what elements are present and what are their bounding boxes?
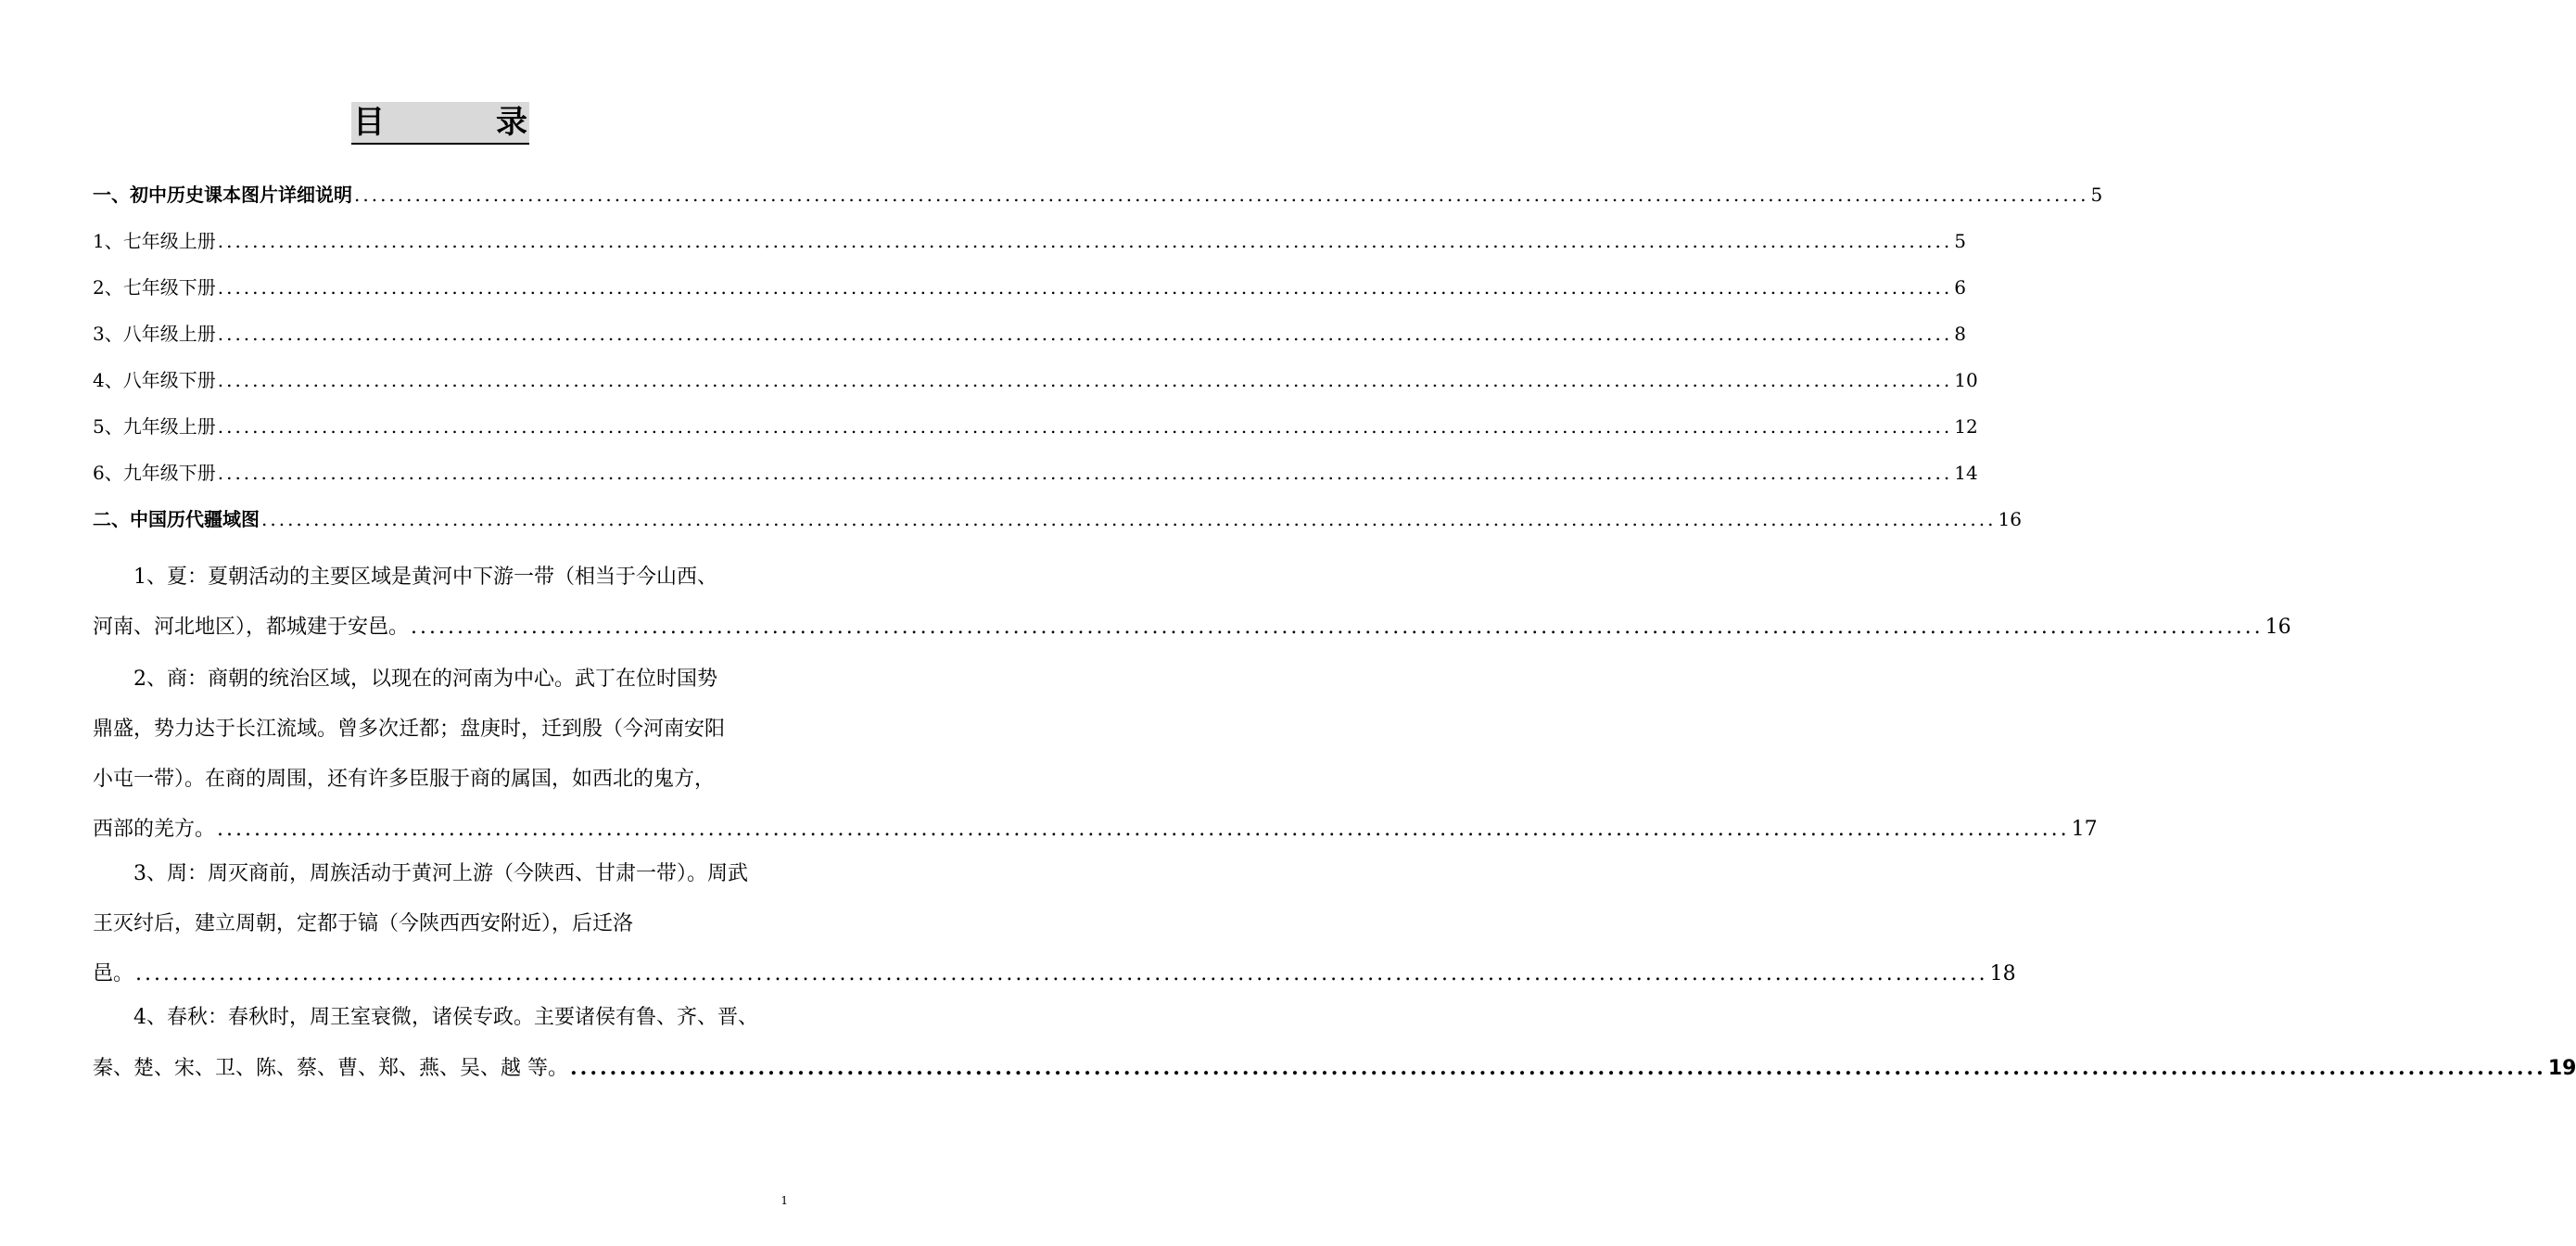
toc-entry-line [93,603,2291,653]
toc-entry-text: 2、商：商朝的统治区域，以现在的河南为中心。武丁在位时国势 [133,668,717,691]
toc-line[interactable] [93,176,2103,208]
dot-leader: ........................................................................................................................................................................................................ [217,369,1953,391]
dot-leader: ........................................................................................................................................................................................................ [217,276,1953,299]
dot-leader: ........................................................................................................................................................................................................ [217,818,2070,841]
toc-line[interactable] [93,315,1966,347]
toc-entry[interactable] [93,655,2098,855]
toc-entry-page: 18 [1989,962,2016,985]
toc-entry-line [93,553,790,603]
toc-line[interactable] [93,269,1966,300]
dot-leader: ........................................................................................................................................................................................................ [570,1056,2546,1080]
toc-line-page: 8 [1954,323,1966,345]
toc-line[interactable] [93,501,2022,532]
toc-entry-line [93,655,790,705]
toc-title-text: 目 录 [351,102,529,145]
dot-leader: ........................................................................................................................................................................................................ [411,616,2264,639]
dot-leader: ........................................................................................................................................................................................................ [217,462,1953,484]
toc-line[interactable] [93,362,1978,393]
toc-entry-text: 3、周：周灭商前，周族活动于黄河上游（今陕西、甘肃一带）。周武 [133,862,748,885]
toc-line-text: 2、七年级下册 [93,276,216,299]
toc-line-text: 3、八年级上册 [93,323,216,345]
toc-entry-text: 小屯一带）。在商的周围，还有许多臣服于商的属国，如西北的鬼方， [93,768,716,791]
toc-line-text: 1、七年级上册 [93,230,216,252]
dot-leader: ........................................................................................................................................................................................................ [217,415,1953,438]
toc-line-text: 5、九年级上册 [93,415,216,438]
toc-entry-line [93,755,790,805]
toc-entry-text: 4、春秋：春秋时，周王室衰微，诸侯专政。主要诸侯有鲁、齐、晋、 [133,1006,758,1029]
toc-line[interactable] [93,454,1978,486]
toc-entry-text: 河南、河北地区），都城建于安邑。 [93,616,410,639]
toc-entry-line [93,705,790,755]
toc-entry-line [93,949,2016,999]
toc-entry-line [93,805,2098,855]
toc-entry[interactable] [93,553,2291,653]
toc-entry-text: 秦、楚、宋、卫、陈、蔡、曹、郑、燕、吴、越 等。 [93,1057,568,1080]
toc-entry-page: 17 [2071,818,2098,841]
toc-entry-text: 1、夏：夏朝活动的主要区域是黄河中下游一带（相当于今山西、 [133,566,717,589]
toc-entry-text: 邑。 [93,962,134,985]
toc-line[interactable] [93,408,1978,439]
toc-entry-text: 王灭纣后，建立周朝，定都于镐（今陕西西安附近），后迁洛 [93,912,634,935]
toc-line-page: 10 [1954,369,1978,391]
dot-leader: ........................................................................................................................................................................................................ [217,323,1953,345]
dot-leader: ........................................................................................................................................................................................................ [354,184,2089,206]
toc-line[interactable] [93,222,1966,254]
toc-entry-page: 16 [2265,616,2291,639]
toc-line-text: 一、初中历史课本图片详细说明 [93,184,352,206]
dot-leader: ........................................................................................................................................................................................................ [261,508,1997,530]
toc-entry[interactable] [93,849,2016,999]
toc-entry-page: 19 [2547,1057,2576,1080]
toc-line-text: 二、中国历代疆域图 [93,508,260,530]
toc-line-text: 4、八年级下册 [93,369,216,391]
dot-leader: ........................................................................................................................................................................................................ [217,230,1953,252]
toc-line-page: 14 [1954,462,1978,484]
toc-entry-line [93,899,790,949]
toc-entry-text: 鼎盛，势力达于长江流域。曾多次迁都；盘庚时，迁到殷（今河南安阳 [93,718,726,741]
toc-title [0,102,881,145]
toc-line-page: 6 [1954,276,1966,299]
dot-leader: ........................................................................................................................................................................................................ [135,962,1988,985]
toc-entry-line [93,993,790,1043]
toc-entry-text: 西部的羌方。 [93,818,216,841]
toc-line-page: 12 [1954,415,1978,438]
toc-line-text: 6、九年级下册 [93,462,216,484]
toc-line-page: 5 [1954,230,1966,252]
toc-line-page: 5 [2090,184,2103,206]
toc-entry-line [93,1043,2576,1093]
toc-entry[interactable] [93,993,2576,1093]
toc-entry-line [93,849,790,899]
page-number: 1 [780,1194,788,1207]
toc-line-page: 16 [1998,508,2022,530]
